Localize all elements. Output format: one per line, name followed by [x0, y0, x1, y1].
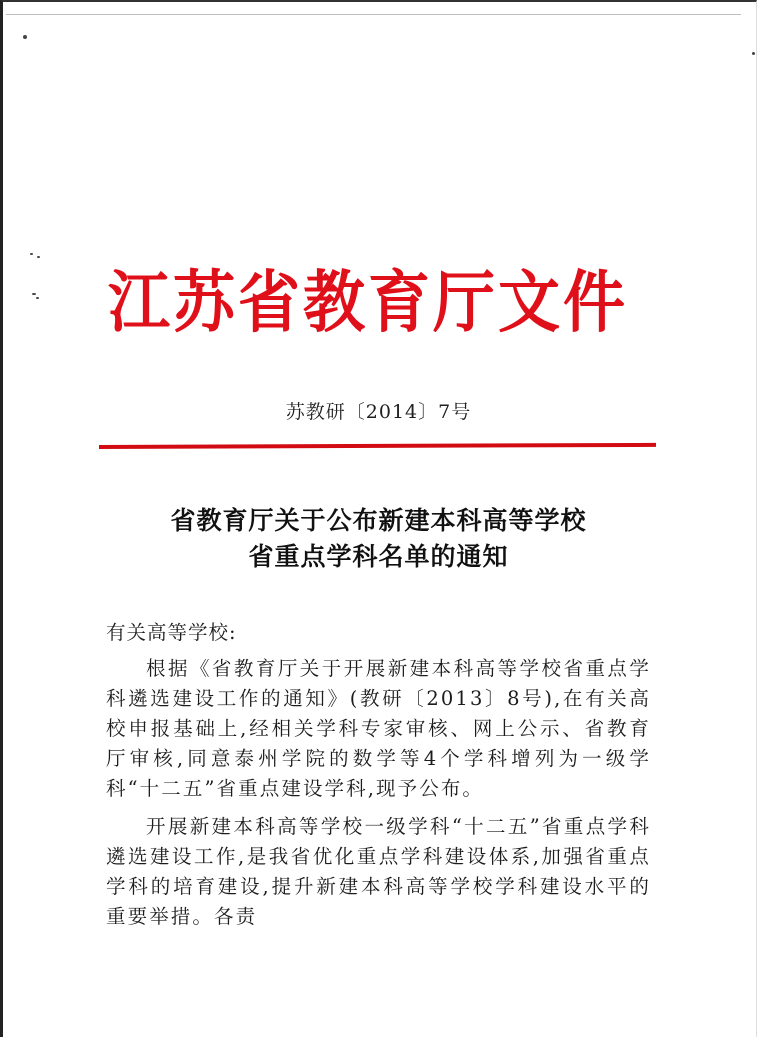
document-title	[0, 503, 757, 575]
issuer-masthead: 江苏省教育厅文件	[108, 263, 629, 342]
scan-speck	[32, 293, 36, 295]
scan-speck	[30, 253, 33, 255]
scan-speck	[752, 52, 755, 55]
scan-top-edge-line	[6, 14, 741, 15]
body-paragraph-1: 根据《省教育厅关于开展新建本科高等学校省重点学科遴选建设工作的通知》(教研〔2013〕8号),在有关高校申报基础上,经相关学科专家审核、网上公示、省教育厅审核,同意泰州学院的数学等4个学科增列为一级学科“十二五”省重点建设学科,现予公布。	[106, 657, 651, 800]
body-paragraph-2: 开展新建本科高等学校一级学科“十二五”省重点学科遴选建设工作,是我省优化重点学科建设体系,加强省重点学科的培育建设,提升新建本科高等学校学科建设水平的重要举措。各责	[106, 815, 651, 928]
document-title-line-1: 省教育厅关于公布新建本科高等学校	[170, 506, 587, 535]
scan-speck	[36, 297, 39, 299]
scan-speck	[37, 256, 40, 258]
document-body	[106, 618, 651, 940]
salutation: 有关高等学校:	[106, 621, 237, 644]
document-number: 苏教研〔2014〕7号	[285, 401, 472, 423]
document-title-line-2: 省重点学科名单的通知	[248, 542, 509, 571]
scan-speck	[23, 35, 27, 39]
